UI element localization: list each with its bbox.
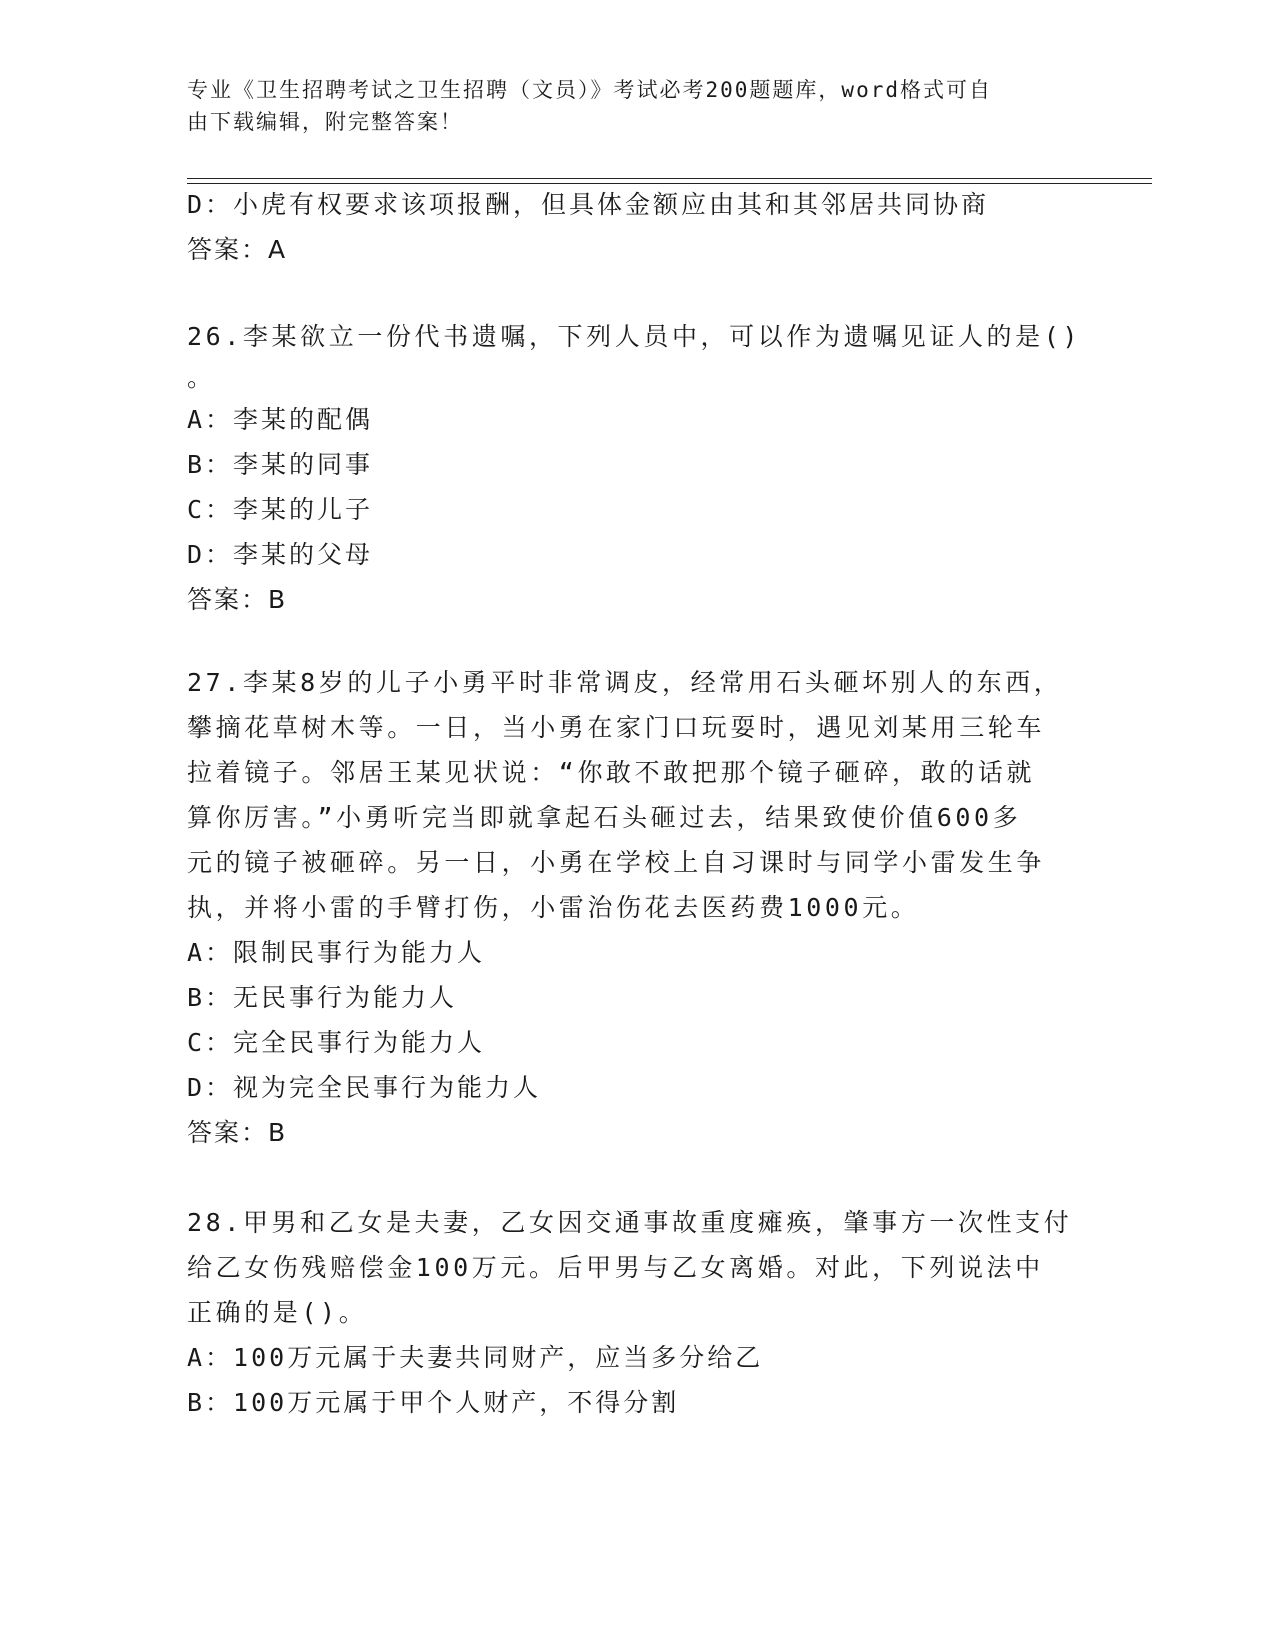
question-stem xyxy=(187,314,1087,397)
header-line: 由下载编辑，附完整答案！ xyxy=(187,110,463,134)
stem-line: 27.李某8岁的儿子小勇平时非常调皮，经常用石头砸坏别人的东西， xyxy=(187,668,1063,697)
answer: 答案：B xyxy=(187,585,288,614)
option-a: A：100万元属于夫妻共同财产，应当多分给乙 xyxy=(187,1343,764,1372)
option-c: C：完全民事行为能力人 xyxy=(187,1028,486,1057)
option-b: B：无民事行为能力人 xyxy=(187,983,458,1012)
stem-line: 算你厉害。”小勇听完当即就拿起石头砸过去，结果致使价值600多 xyxy=(187,803,1022,832)
answer: 答案：B xyxy=(187,1118,288,1147)
question-28 xyxy=(187,1200,1087,1425)
answer: 答案：A xyxy=(187,235,288,264)
option-d: D：视为完全民事行为能力人 xyxy=(187,1073,542,1102)
document-header xyxy=(187,74,1067,138)
question-26 xyxy=(187,314,1087,622)
stem-line: 给乙女伤残赔偿金100万元。后甲男与乙女离婚。对此，下列说法中 xyxy=(187,1253,1044,1282)
stem-line: 拉着镜子。邻居王某见状说：“你敢不敢把那个镜子砸碎，敢的话就 xyxy=(187,758,1036,787)
option-d: D：李某的父母 xyxy=(187,540,374,569)
option-b: B：100万元属于甲个人财产，不得分割 xyxy=(187,1388,680,1417)
stem-line: 26.李某欲立一份代书遗嘱，下列人员中，可以作为遗嘱见证人的是() xyxy=(187,322,1082,351)
previous-question-tail xyxy=(187,182,1087,272)
option-d: D：小虎有权要求该项报酬，但具体金额应由其和其邻居共同协商 xyxy=(187,190,990,219)
stem-line: 。 xyxy=(187,363,216,392)
header-line: 专业《卫生招聘考试之卫生招聘（文员）》考试必考200题题库，word格式可自 xyxy=(187,78,992,102)
stem-line: 正确的是()。 xyxy=(187,1298,368,1327)
option-a: A：限制民事行为能力人 xyxy=(187,938,486,967)
option-c: C：李某的儿子 xyxy=(187,495,374,524)
stem-line: 28.甲男和乙女是夫妻，乙女因交通事故重度瘫痪，肇事方一次性支付 xyxy=(187,1208,1073,1237)
header-divider xyxy=(187,178,1152,179)
option-b: B：李某的同事 xyxy=(187,450,374,479)
question-27 xyxy=(187,660,1087,1155)
option-a: A：李某的配偶 xyxy=(187,405,374,434)
question-stem xyxy=(187,660,1087,930)
stem-line: 执，并将小雷的手臂打伤，小雷治伤花去医药费1000元。 xyxy=(187,893,920,922)
stem-line: 攀摘花草树木等。一日，当小勇在家门口玩耍时，遇见刘某用三轮车 xyxy=(187,713,1046,742)
stem-line: 元的镜子被砸碎。另一日，小勇在学校上自习课时与同学小雷发生争 xyxy=(187,848,1046,877)
question-stem xyxy=(187,1200,1087,1335)
